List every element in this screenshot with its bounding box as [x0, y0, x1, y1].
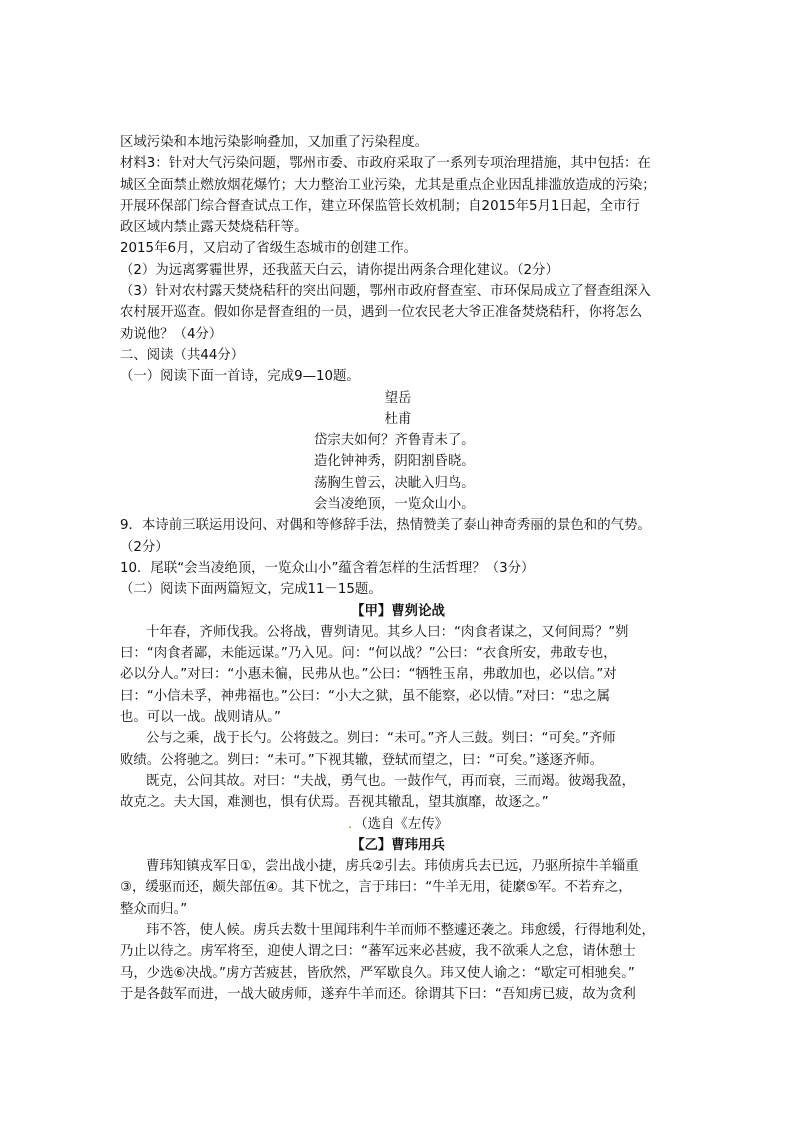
text-a-line: 也。可以一战。战则请从。” [120, 710, 281, 726]
text-a-line: 既克，公问其故。对曰：“夫战，勇气也。一鼓作气，再而衰，三而竭。彼竭我盈， [146, 773, 635, 789]
text-a-title: 【甲】曹刿论战 [351, 603, 445, 619]
poem-author: 杜甫 [384, 411, 412, 427]
text-a-line: 曰：“肉食者鄙，未能远谋。”乃入见。问：“何以战？”公曰：“衣食所安，弗敢专也， [120, 646, 617, 662]
poem-title: 望岳 [384, 390, 412, 406]
bullet-dot: . [348, 816, 353, 832]
subsection-heading: （一）阅读下面一首诗，完成9—10题。 [120, 369, 360, 385]
text-line: 农村展开巡查。假如你是督查组的一员，遇到一位农民老大爷正准备焚烧秸秆，你将怎么 [120, 305, 643, 321]
question-9: 9．本诗前三联运用设问、对偶和等修辞手法，热情赞美了泰山神奇秀丽的景色和的气势。 [120, 518, 651, 534]
text-b-title: 【乙】曹玮用兵 [351, 837, 445, 853]
text-b-line: 曹玮知镇戎军日①，尝出战小捷，虏兵②引去。玮侦虏兵去已远，乃驱所掠牛羊辎重 [146, 859, 639, 875]
question-9-score: （2分） [120, 539, 169, 555]
text-a-line: 曰：“小信未孚，神弗福也。”公曰：“小大之狱，虽不能察，必以情。”对曰：“忠之属 [120, 688, 610, 704]
text-a-source [120, 814, 676, 835]
section-heading: 二、阅读（共44分） [120, 347, 245, 363]
document-content [120, 132, 676, 1005]
text-b-line: 整众而归。” [120, 901, 188, 917]
text-line: 政区域内禁止露天焚烧秸秆等。 [120, 220, 308, 236]
text-a-line: 必以分人。”对曰：“小惠未徧，民弗从也。”公曰：“牺牲玉帛，弗敢加也，必以信。”对 [120, 667, 617, 683]
text-line: 区域污染和本地污染影响叠加，又加重了污染程度。 [120, 135, 428, 150]
text-b-line: 于是各鼓军而进，一战大破虏师，遂弃牛羊而还。徐谓其下曰：“吾知虏已疲，故为贪利 [120, 986, 636, 1002]
text-line: 2015年6月，又启动了省级生态城市的创建工作。 [120, 241, 418, 257]
text-b-line: 玮不答，使人候。虏兵去数十里闻玮利牛羊而师不整遽还袭之。玮愈缓，行得地利处， [146, 922, 655, 938]
text-line: 劝说他？（4分） [120, 326, 223, 342]
text-a-line: 十年春，齐师伐我。公将战，曹刿请见。其乡人曰：“肉食者谋之，又何间焉？”刿 [146, 624, 629, 640]
poem-line: 荡胸生曾云，决眦入归鸟。 [314, 475, 475, 491]
subsection-heading: （二）阅读下面两篇短文，完成11－15题。 [120, 582, 382, 598]
text-a-line: 公与之乘，战于长勺。公将鼓之。刿曰：“未可。”齐人三鼓。刿曰：“可矣。”齐师 [146, 731, 616, 747]
text-line: 城区全面禁止燃放烟花爆竹；大力整治工业污染，尤其是重点企业因乱排滥放造成的污染； [120, 177, 656, 193]
text-b-line: ③，缓驱而还，颇失部伍④。其下忧之，言于玮曰：“牛羊无用，徒縻⑤军。不若弃之， [120, 880, 632, 896]
text-line: 材料3：针对大气污染问题，鄂州市委、市政府采取了一系列专项治理措施，其中包括：在 [120, 156, 651, 172]
text-b-line: 乃止以待之。虏军将至，迎使人谓之曰：“蕃军远来必甚疲，我不欲乘人之怠，请休憩士 [120, 944, 636, 960]
text-a-line: 败绩。公将驰之。刿曰：“未可。”下视其辙，登轼而望之，曰：“可矣。”遂逐齐师。 [120, 752, 604, 768]
poem-line: 造化钟神秀，阴阳割昏晓。 [314, 454, 475, 470]
text-b-line: 马，少选⑥决战。”虏方苦疲甚，皆欣然，严军歇良久。玮又使人谕之：“歇定可相驰矣。” [120, 965, 635, 981]
source-label: （选自《左传》 [354, 816, 448, 832]
question-2: （2）为远离雾霾世界，还我蓝天白云，请你提出两条合理化建议。（2分） [120, 262, 559, 278]
text-line: 开展环保部门综合督查试点工作，建立环保监管长效机制；自2015年5月1日起，全市行 [120, 198, 640, 214]
poem-line: 岱宗夫如何？齐鲁青未了。 [314, 433, 475, 449]
question-3: （3）针对农村露天焚烧秸秆的突出问题，鄂州市政府督查室、市环保局成立了督查组深入 [120, 284, 651, 300]
question-10: 10．尾联“会当凌绝顶，一览众山小”蕴含着怎样的生活哲理？（3分） [120, 560, 535, 576]
poem-line: 会当凌绝顶，一览众山小。 [314, 497, 475, 513]
text-a-line: 故克之。夫大国，难测也，惧有伏焉。吾视其辙乱，望其旗靡，故逐之。” [120, 795, 549, 811]
